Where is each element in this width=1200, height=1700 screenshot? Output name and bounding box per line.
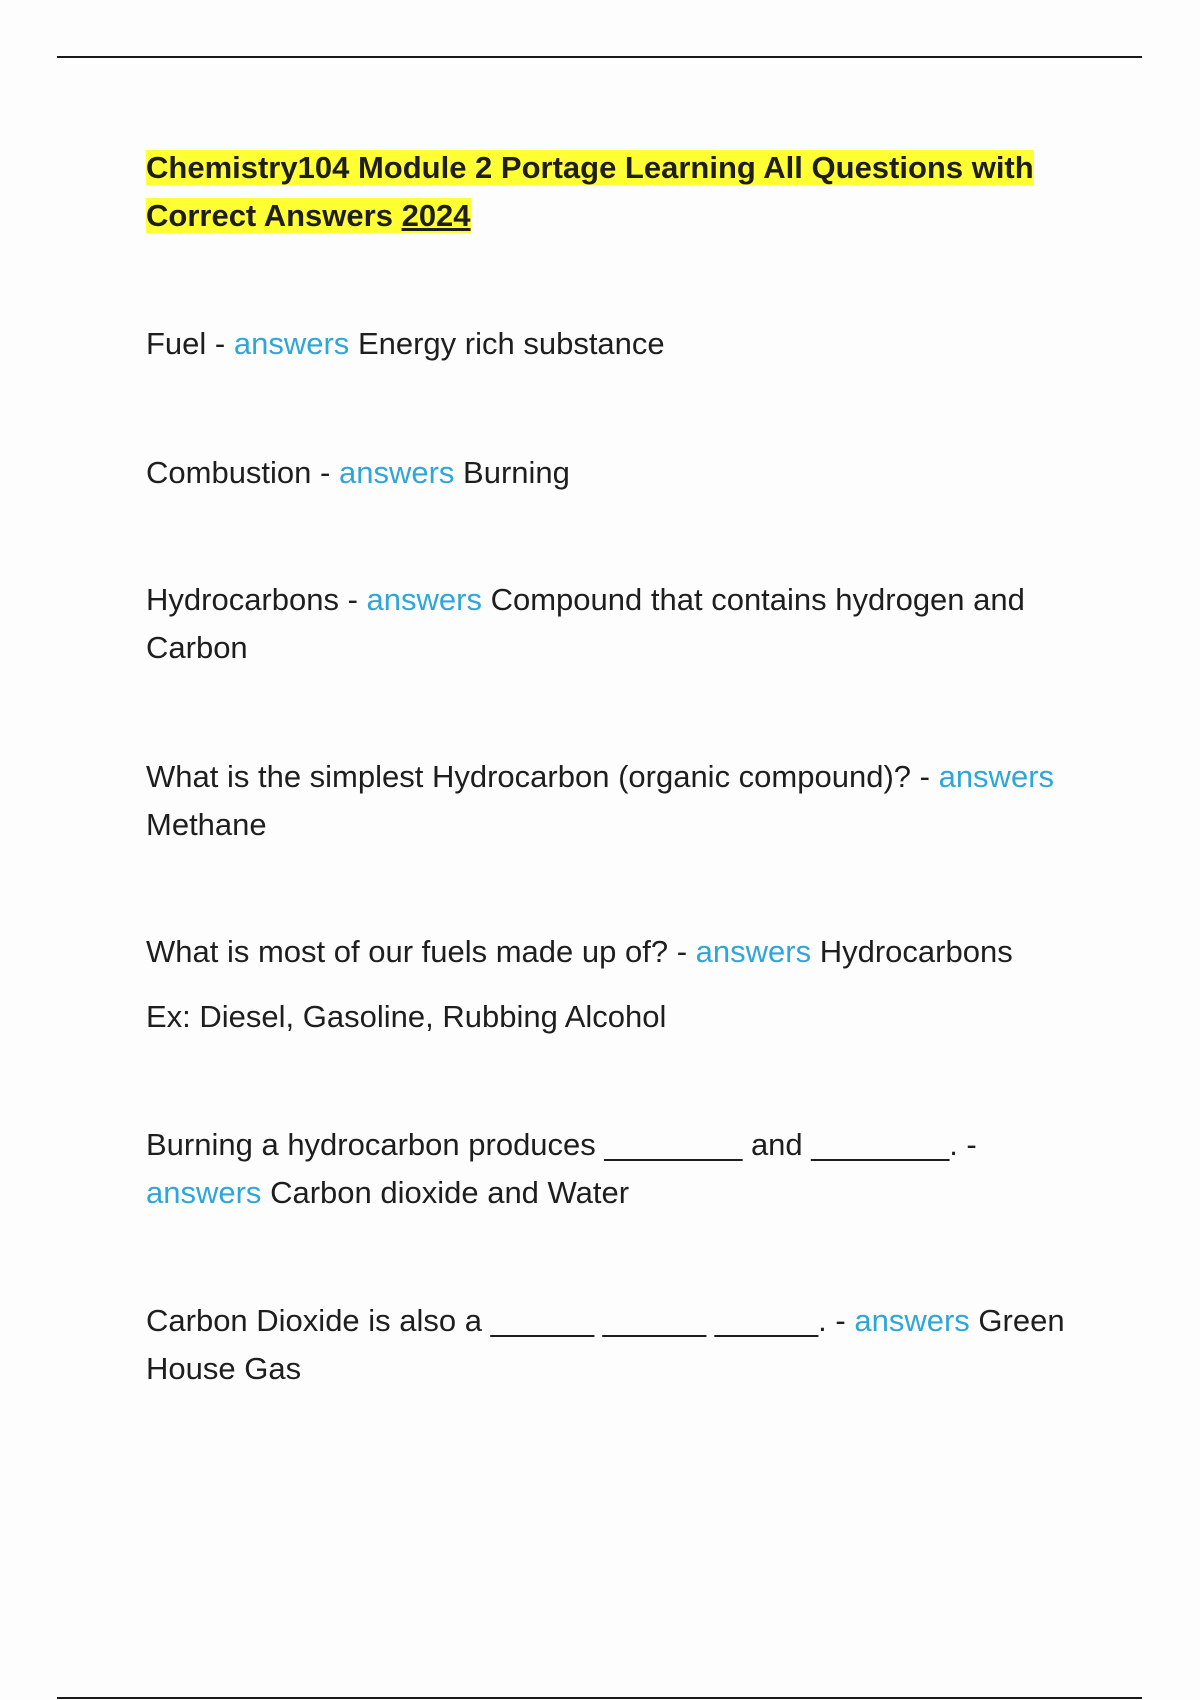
qa-item-combustion	[146, 449, 1096, 497]
qa-item-simplest-hydrocarbon	[146, 753, 1096, 849]
answers-label: answers	[695, 934, 812, 969]
answers-label: answers	[854, 1303, 970, 1338]
answer-text: Compound that contains hydrogen and Carbon	[146, 582, 1025, 665]
qa-item-fuels-examples	[146, 993, 1096, 1041]
title-highlight	[146, 150, 1034, 233]
qa-item-burning-produces	[146, 1121, 1096, 1217]
answer-text: Energy rich substance	[357, 326, 665, 361]
qa-item-fuels-made-of	[146, 928, 1096, 976]
answer-text: Burning	[463, 455, 570, 490]
answer-text: Hydrocarbons	[819, 934, 1013, 969]
answers-label: answers	[233, 326, 350, 361]
title-year: 2024	[401, 198, 471, 233]
question-text: Burning a hydrocarbon produces ________ and ________. -	[146, 1127, 977, 1162]
bottom-rule	[57, 1697, 1142, 1699]
answers-label: answers	[938, 759, 1055, 794]
question-text: What is the simplest Hydrocarbon (organic compound)? -	[146, 759, 930, 794]
answer-text: Green House Gas	[146, 1303, 1065, 1386]
answers-label: answers	[366, 582, 482, 617]
question-text: Combustion -	[146, 455, 331, 490]
question-text: Carbon Dioxide is also a ______ ______ ______. -	[146, 1303, 846, 1338]
qa-item-fuel	[146, 320, 1096, 368]
answer-text: Carbon dioxide and Water	[270, 1175, 630, 1210]
answer-extra-text: Ex: Diesel, Gasoline, Rubbing Alcohol	[146, 999, 667, 1034]
question-text: Fuel -	[146, 326, 226, 361]
qa-item-greenhouse-gas	[146, 1297, 1096, 1393]
answer-text: Methane	[146, 807, 267, 842]
title-text: Chemistry104 Module 2 Portage Learning All Questions with Correct Answers	[146, 150, 1034, 233]
question-text: What is most of our fuels made up of? -	[146, 934, 688, 969]
answers-label: answers	[338, 455, 455, 490]
question-text: Hydrocarbons -	[146, 582, 358, 617]
top-rule	[57, 56, 1142, 58]
answers-label: answers	[146, 1175, 262, 1210]
document-title	[146, 144, 1096, 240]
qa-item-hydrocarbons	[146, 576, 1096, 672]
